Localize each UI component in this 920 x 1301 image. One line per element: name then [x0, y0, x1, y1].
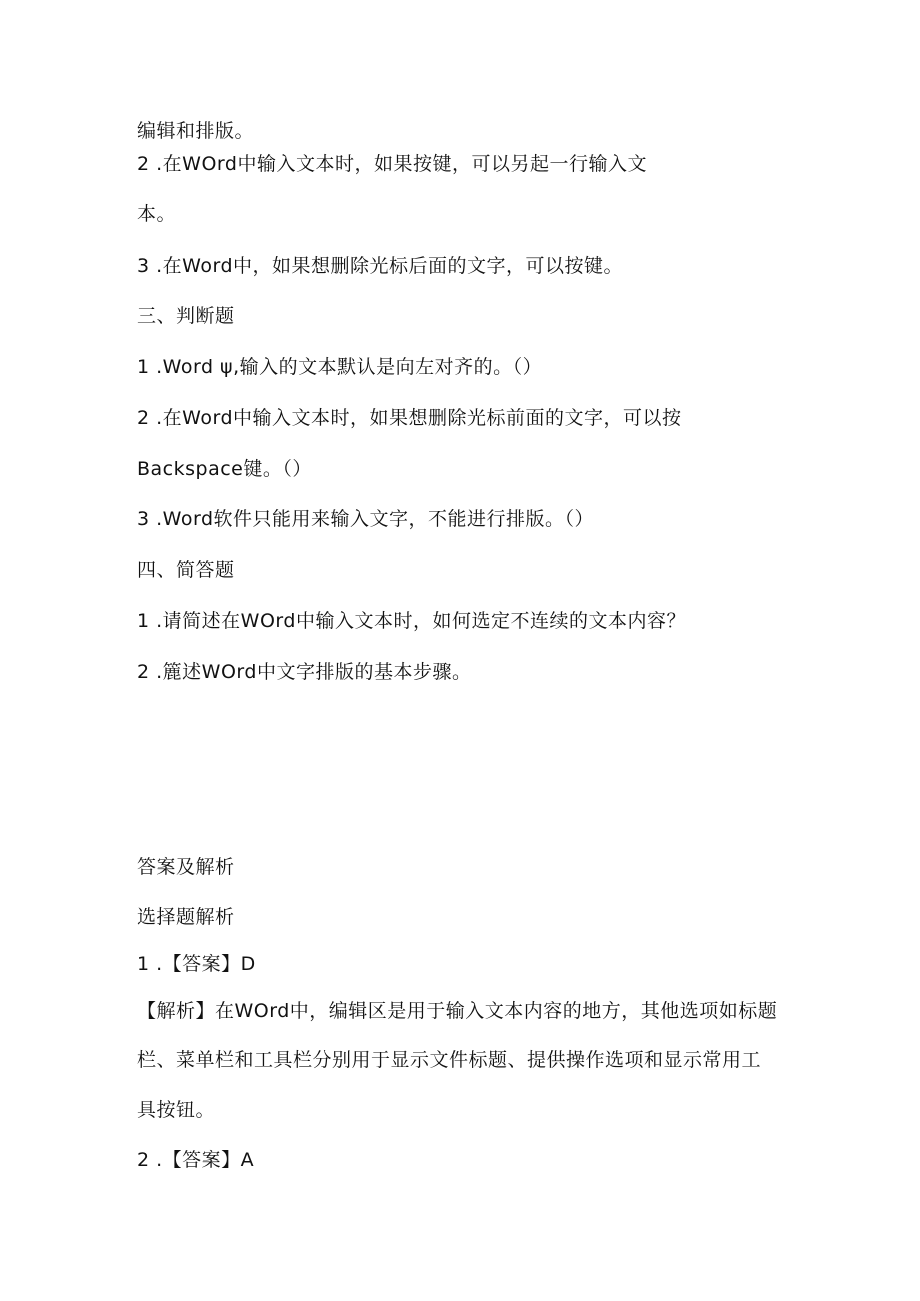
question-tf-3: 3 .Word软件只能用来输入文字，不能进行排版。（） — [137, 508, 595, 530]
text-line: Backspace键。（） — [137, 458, 312, 480]
text-line: 编辑和排版。 — [137, 120, 255, 142]
choice-analysis-heading: 选择题解析 — [137, 906, 235, 928]
question-sa-2: 2 .簏述WOrd中文字排版的基本步骤。 — [137, 661, 472, 683]
answer-2: 2 .【答案】A — [137, 1149, 255, 1171]
section-heading-true-false: 三、判断题 — [137, 305, 235, 327]
question-tf-1: 1 .Word ψ,输入的文本默认是向左对齐的。（） — [137, 356, 543, 378]
answer-1: 1 .【答案】D — [137, 953, 256, 975]
section-heading-short-answer: 四、简答题 — [137, 559, 235, 581]
analysis-text: 【解析】在WOrd中，编辑区是用于输入文本内容的地方，其他选项如标题 — [137, 1000, 778, 1022]
analysis-text: 栏、菜单栏和工具栏分别用于显示文件标题、提供操作选项和显示常用工 — [137, 1049, 762, 1071]
question-fill-3: 3 .在Word中，如果想删除光标后面的文字，可以按键。 — [137, 255, 624, 277]
question-sa-1: 1 .请简述在WOrd中输入文本时，如何选定不连续的文本内容？ — [137, 610, 686, 632]
text-line: 本。 — [137, 203, 177, 225]
answers-heading: 答案及解析 — [137, 856, 235, 878]
analysis-text: 具按钮。 — [137, 1099, 216, 1121]
question-tf-2: 2 .在Word中输入文本时，如果想删除光标前面的文字，可以按 — [137, 407, 682, 429]
question-fill-2: 2 .在WOrd中输入文本时，如果按键，可以另起一行输入文 — [137, 153, 647, 175]
